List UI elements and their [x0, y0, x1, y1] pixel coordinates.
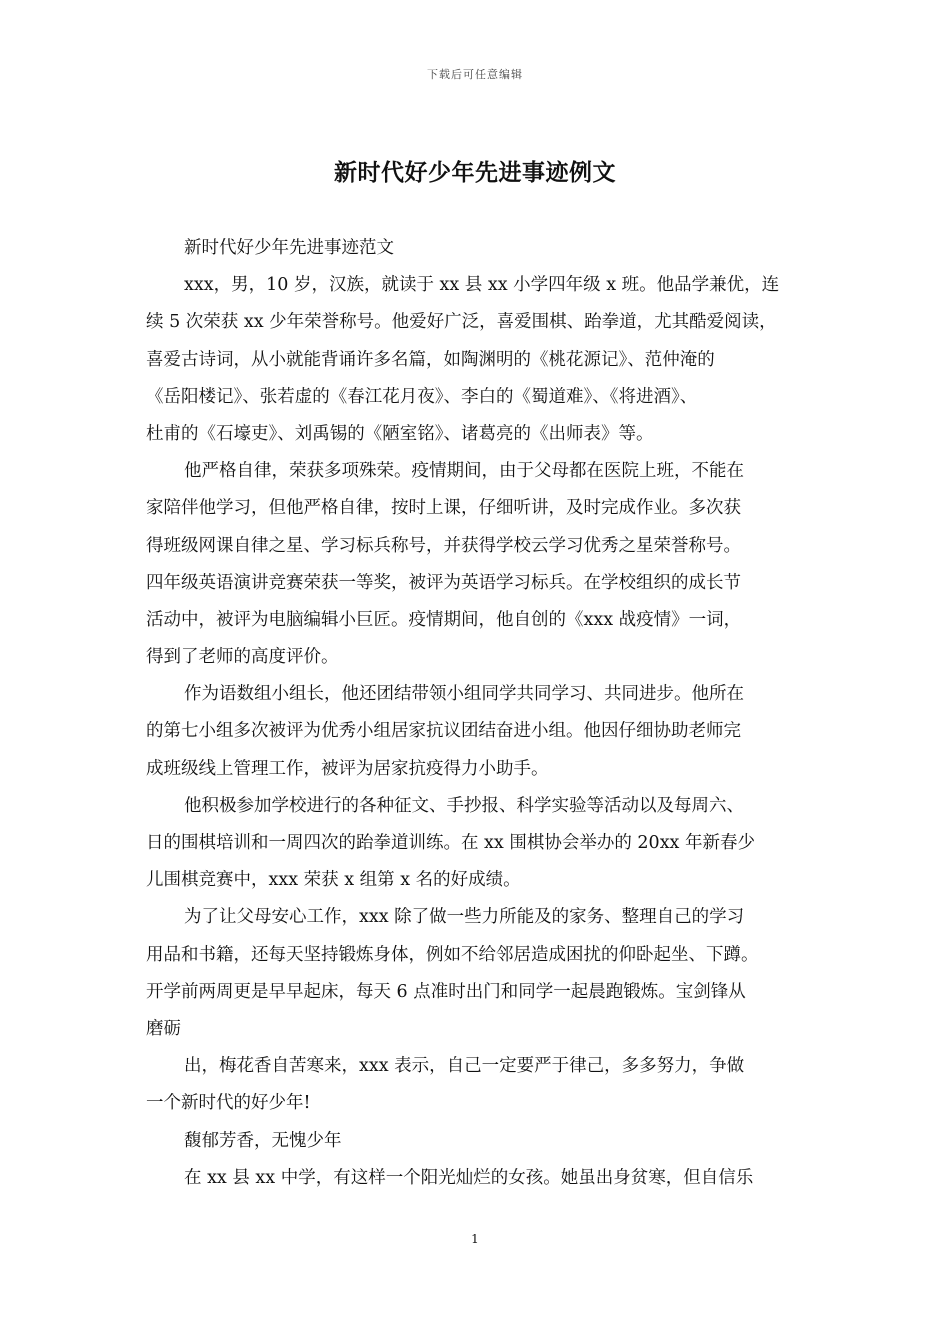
text-line: 在 xx 县 xx 中学，有这样一个阳光灿烂的女孩。她虽出身贫寒，但自信乐: [184, 1167, 754, 1188]
text-line: 出，梅花香自苦寒来，xxx 表示，自己一定要严于律己，多多努力，争做: [184, 1056, 745, 1077]
text-line: 磨砺: [146, 1018, 181, 1039]
text-line: 喜爱古诗词，从小就能背诵许多名篇，如陶渊明的《桃花源记》、范仲淹的: [146, 349, 715, 370]
text-line: 得到了老师的高度评价。: [146, 647, 339, 668]
text-line: 活动中，被评为电脑编辑小巨匠。疫情期间，他自创的《xxx 战疫情》一词，: [146, 609, 742, 630]
text-line: 杜甫的《石壕吏》、刘禹锡的《陋室铭》、诸葛亮的《出师表》等。: [146, 423, 654, 444]
text-line: 一个新时代的好少年!: [146, 1093, 311, 1114]
text-line: xxx，男，10 岁，汉族，就读于 xx 县 xx 小学四年级 x 班。他品学兼优，连: [184, 275, 780, 296]
text-line: 馥郁芳香，无愧少年: [184, 1130, 342, 1151]
text-line: 他积极参加学校进行的各种征文、手抄报、科学实验等活动以及每周六、: [184, 795, 744, 816]
text-line: 他严格自律，荣获多项殊荣。疫情期间，由于父母都在医院上班，不能在: [184, 461, 744, 482]
text-line: 日的围棋培训和一周四次的跆拳道训练。在 xx 围棋协会举办的 20xx 年新春少: [146, 833, 755, 853]
text-line: 新时代好少年先进事迹范文: [184, 238, 394, 258]
document-body: [146, 230, 818, 1197]
text-line: 开学前两周更是早早起床，每天 6 点准时出门和同学一起晨跑锻炼。宝剑锋从: [146, 981, 746, 1002]
text-line: 得班级网课自律之星、学习标兵称号，并获得学校云学习优秀之星荣誉称号。: [146, 535, 741, 556]
text-line: 为了让父母安心工作，xxx 除了做一些力所能及的家务、整理自己的学习: [184, 907, 745, 928]
text-line: 《岳阳楼记》、张若虚的《春江花月夜》、李白的《蜀道难》、《将进酒》、: [146, 386, 698, 407]
header-note: 下载后可任意编辑: [427, 68, 523, 81]
text-line: 续 5 次荣获 xx 少年荣誉称号。他爱好广泛，喜爱围棋、跆拳道，尤其酷爱阅读，: [146, 312, 777, 333]
text-line: 用品和书籍，还每天坚持锻炼身体，例如不给邻居造成困扰的仰卧起坐、下蹲。: [146, 944, 759, 965]
text-line: 作为语数组小组长，他还团结带领小组同学共同学习、共同进步。他所在: [184, 684, 744, 705]
text-line: 四年级英语演讲竞赛荣获一等奖，被评为英语学习标兵。在学校组织的成长节: [146, 572, 741, 593]
document-title: 新时代好少年先进事迹例文: [334, 159, 616, 186]
text-line: 家陪伴他学习，但他严格自律，按时上课，仔细听讲，及时完成作业。多次获: [146, 498, 741, 519]
text-line: 的第七小组多次被评为优秀小组居家抗议团结奋进小组。他因仔细协助老师完: [146, 721, 741, 742]
text-line: 儿围棋竞赛中，xxx 荣获 x 组第 x 名的好成绩。: [146, 870, 521, 891]
page-number: 1: [471, 1232, 479, 1246]
text-line: 成班级线上管理工作，被评为居家抗疫得力小助手。: [146, 758, 549, 779]
